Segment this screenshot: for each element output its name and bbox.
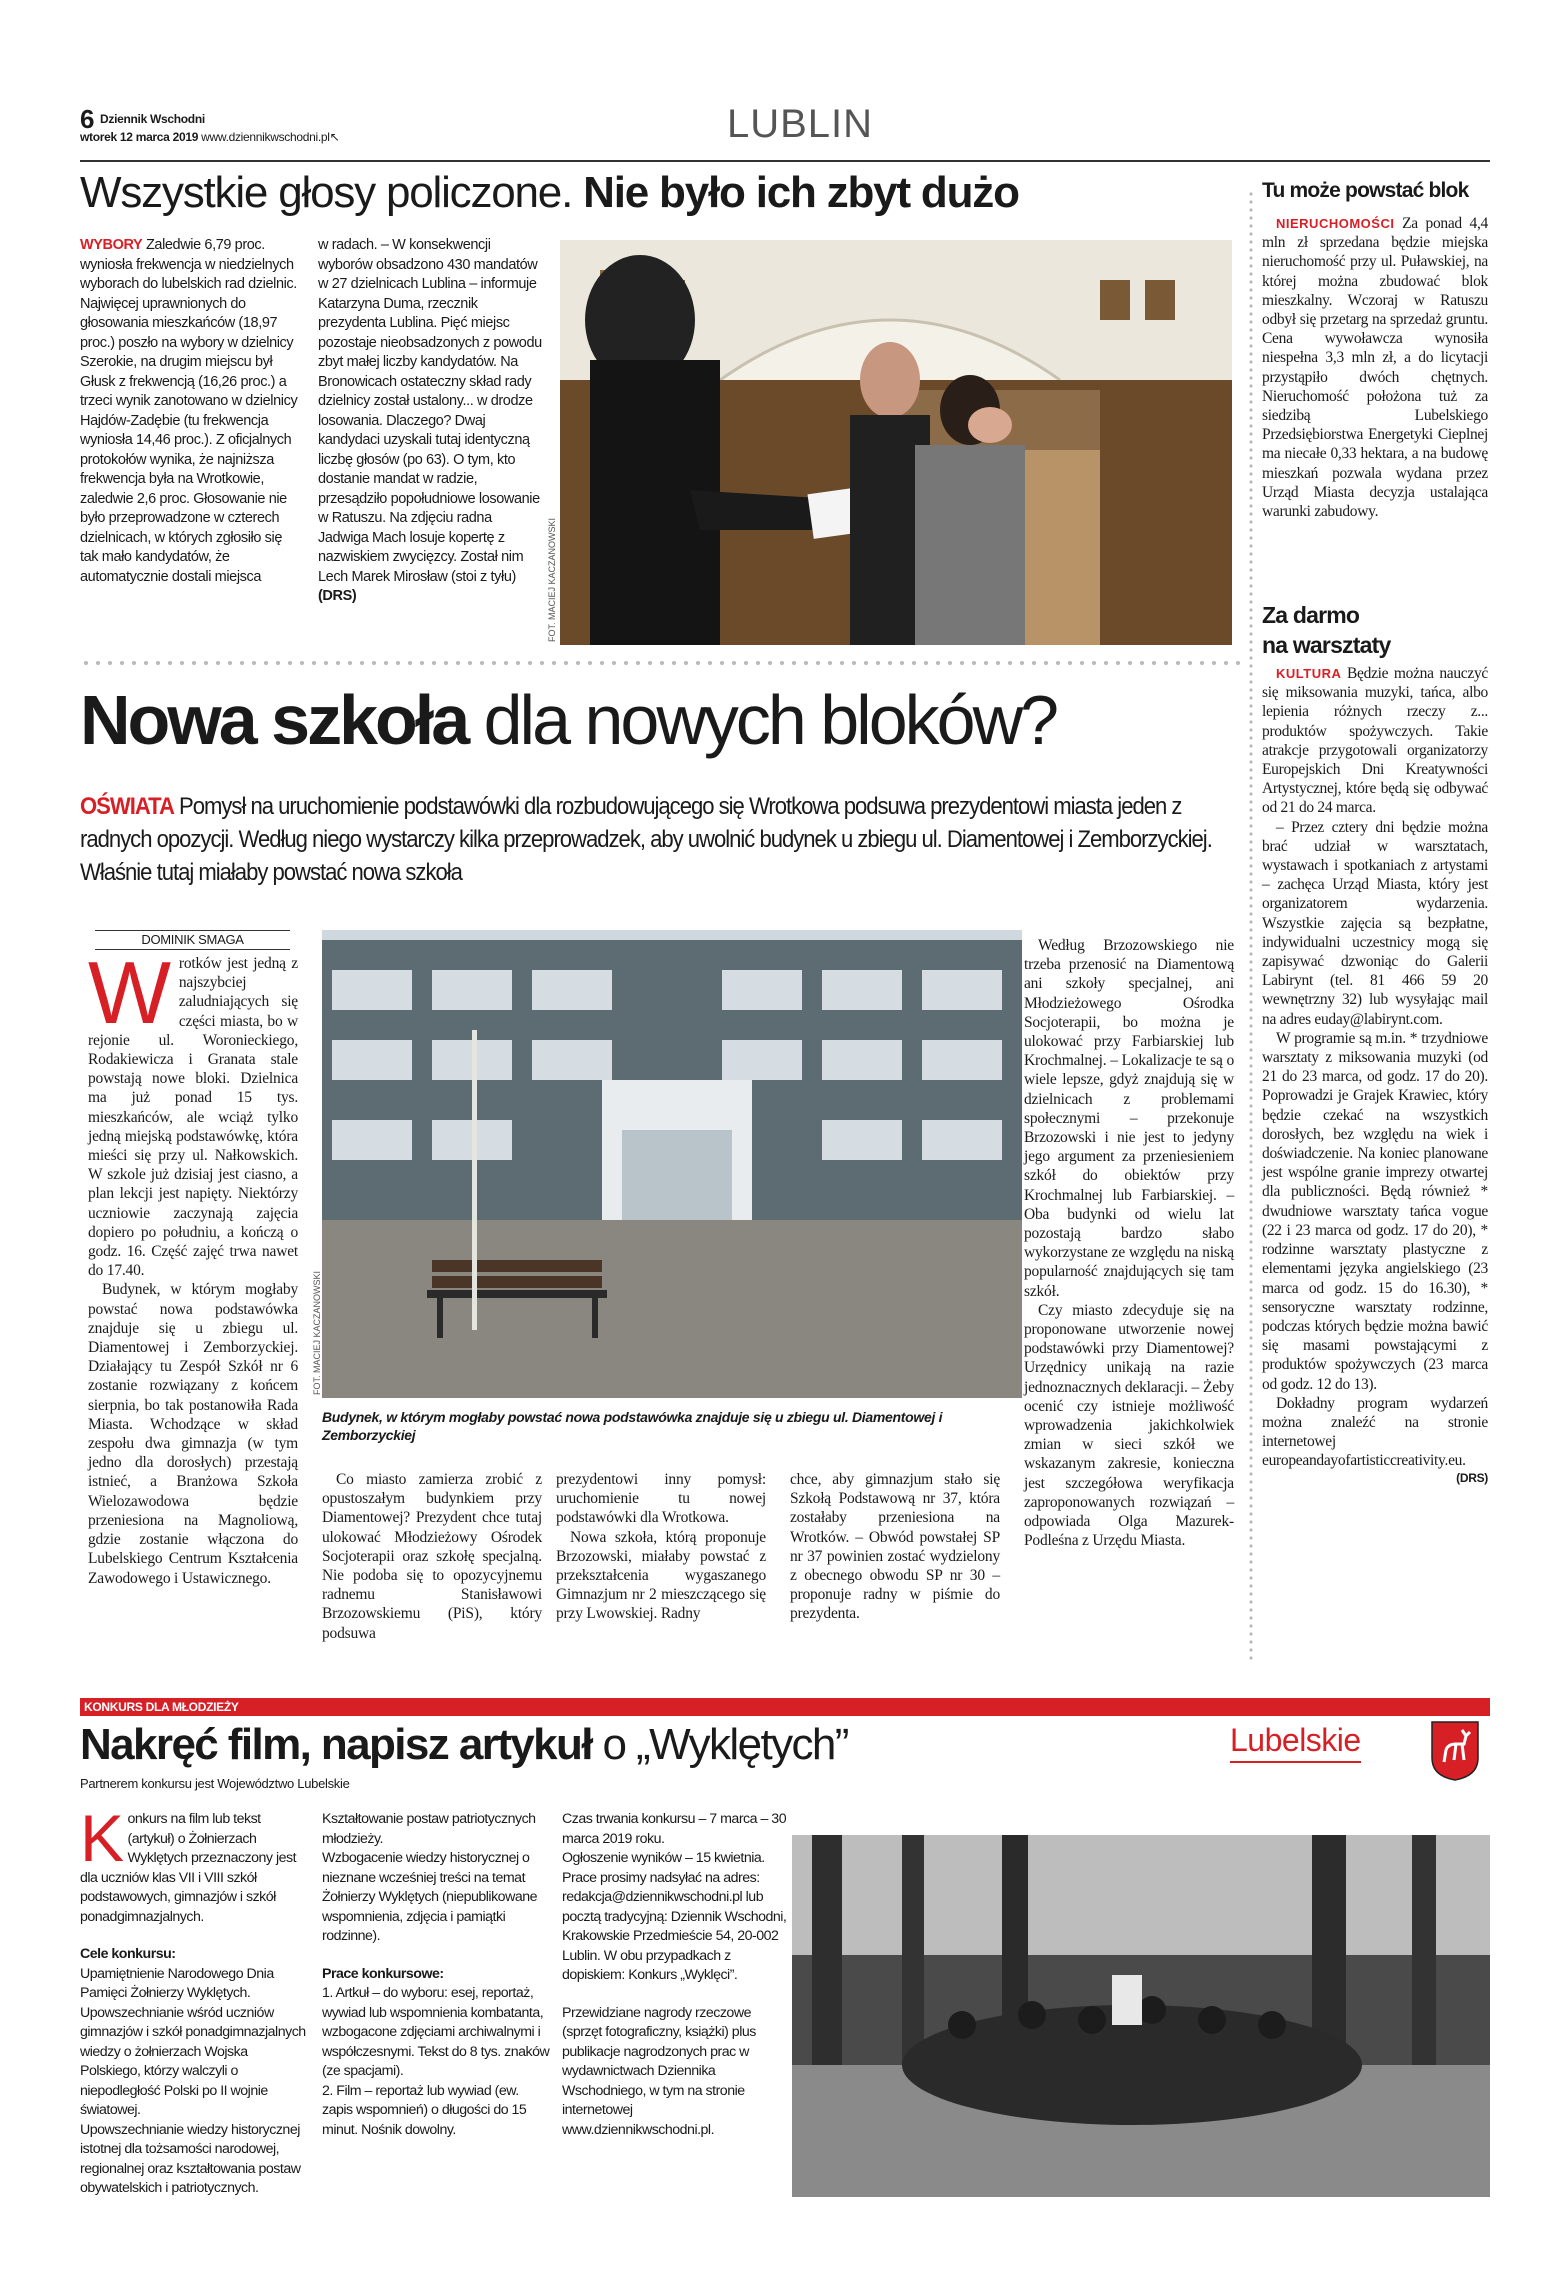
photo-caption: Budynek, w którym mogłaby powstać nowa podstawówka znajduje się u zbiegu ul. Diamentowej i Zemborzyckiej bbox=[322, 1409, 943, 1443]
signature: (DRS) bbox=[318, 588, 357, 604]
school-col-4: chce, aby gimnazjum stało się Szkołą Podstawową nr 37, która zostałaby przeniesiona na Wrotków. – Obwód powstałej SP nr 37 powinien zostać wydzielony z obecnego obwodu SP nr 30 – proponuje radny w piśmie do prezydenta. bbox=[790, 1471, 1000, 1623]
byline: DOMINIK SMAGA bbox=[95, 930, 290, 950]
contest-col-1: Konkurs na film lub tekst (artykuł) o Żołnierzach Wyklętych przeznaczony jest dla uczniów klas VII i VIII szkół podstawowych, gimnazjów i szkół ponadgimnazjalnych. Cele konkursu: Upamiętnienie Narodowego Dnia Pamięci Żołnierzy Wyklętych. Upowszechnianie wśród uczniów gimnazjów i szkół ponadgimnazjalnych wiedzy o żołnierzach Wojska Polskiego, którzy walczyli o niepodległość Polski po II wojnie światowej. Upowszechnianie wiedzy historycznej istotnej dla tożsamości narodowej, regionalnej oraz kształtowania postaw obywatelskich i patriotycznych. bbox=[80, 1801, 306, 2196]
contest-photo bbox=[792, 1835, 1490, 2197]
elections-headline: Wszystkie głosy policzone. Nie było ich zbyt dużo bbox=[80, 168, 1019, 217]
issue-date: wtorek 12 marca 2019 bbox=[80, 130, 199, 144]
sidebar-article-1: NIERUCHOMOŚCI Za ponad 4,4 mln zł sprzedana będzie miejska nieruchomość przy ul. Puławskiej, na której można zbudować blok mieszkalny. Wczoraj w Ratuszu odbył się przetarg na sprzedaż gruntu. Cena wywoławcza wynosiła niespełna 3,3 mln zł, a do licytacji przystąpiło dwóch chętnych. Nieruchomość położona tuż za siedzibą Lubelskiego Przedsiębiorstwa Energetyki Cieplnej ma niecałe 0,33 hektara, a na budowę mieszkań pozwala wydana przez Urząd Miasta decyzja ustalająca warunki zabudowy. bbox=[1262, 215, 1488, 521]
page-number: 6 bbox=[80, 104, 95, 134]
dotted-column-divider bbox=[1248, 190, 1254, 1660]
contest-col-3: Czas trwania konkursu – 7 marca – 30 marca 2019 roku. Ogłoszenie wyników – 15 kwietnia. Prace prosimy nadsyłać na adres: redakcja@dziennikwschodni.pl lub pocztą tradycyjną: Dziennik Wschodni, Krakowskie Przedmieście 54, 20-002 Lublin. W obu przypadkach z dopiskiem: Konkurs „Wyklęci”. Przewidziane nagrody rzeczowe (sprzęt fotograficzny, książki) plus publikacje nagrodzonych prac w wydawnictwach Dziennika Wschodniego, w tym na stronie internetowej www.dziennikwschodni.pl. bbox=[562, 1811, 787, 2138]
photo-credit: FOT. MACIEJ KACZANOWSKI bbox=[547, 517, 557, 642]
elections-kicker: WYBORY bbox=[80, 237, 143, 253]
sidebar-headline-2: Za darmo na warsztaty bbox=[1262, 602, 1391, 658]
school-kicker: OŚWIATA bbox=[80, 793, 174, 820]
soldiers-archive-image bbox=[792, 1835, 1490, 2197]
drop-cap: W bbox=[88, 943, 171, 1042]
contest-banner: KONKURS DLA MŁODZIEŻY bbox=[80, 1698, 1490, 1716]
sidebar-article-2: KULTURA Będzie można nauczyć się miksowania muzyki, tańca, albo lepienia różnych rzeczy z... produktów spożywczych. Takie atrakcje przygotowali organizatorzy Europejskich Dni Kreatywności Artystycznej, które będą się odbywać od 21 do 24 marca. – Przez cztery dni będzie można brać udział w warsztatach, wystawach i spotkaniach z artystami – zachęca Urząd Miasta, który jest organizatorem wydarzenia. Wszystkie zajęcia są bezpłatne, indywidualni uczestnicy mogą się zapisywać dzwoniąc do Galerii Labirynt (tel. 81 466 59 20 wewnętrzny 32) lub wysyłając mail na adres euday@labirynt.com. W programie są m.in. * trzydniowe warsztaty z miksowania muzyki (od 21 do 23 marca, od godz. 17 do 20). Poprowadzi je Grajek Krawiec, który będzie czekać na wszystkich dorosłych, bez względu na wiek i doświadczenie. Na koniec planowane jest wspólne granie imprezy otwartej dla publiczności. Będą również * dwudniowe warsztaty tańca vogue (22 i 23 marca od godz. 17 do 20), * rodzinne warsztaty plastyczne z elementami języka angielskiego (23 marca od godz. 15 do 16.30), * sensoryczne warsztaty rodzinne, podczas których będzie można bawić się masami powstającymi z produktów spożywczych (23 marca od godz. 12 do 13). Dokładny program wydarzeń można znaleźć na stronie internetowej europeandayofartisticcreativity.eu. (DRS) bbox=[1262, 665, 1488, 1485]
school-headline: Nowa szkoła dla nowych bloków? bbox=[80, 681, 1057, 759]
website-link[interactable]: www.dziennikwschodni.pl bbox=[201, 130, 330, 144]
school-col-5: Według Brzozowskiego nie trzeba przenosić na Diamentową ani szkoły specjalnej, ani Młodzieżowego Ośrodka Socjoterapii, bo można je ulokować przy Farbiarskiej lub Krochmalnej. – Lokalizacje te są o wiele lepsze, gdyż znajdują się w dzielnicach z problemami społecznymi – przekonuje Brzozowski i nie jest to jedyny jego argument za przeniesieniem szkół do obiektów przy Krochmalnej lub Farbiarskiej. – Oba budynki od wielu lat pozostają bardzo słabo wykorzystane ze względu na niską popularność znajdujących się tam szkół. Czy miasto zdecyduje się na proponowane utworzenie nowej podstawówki przy Diamentowej? Urzędnicy unikają na razie jednoznacznych deklaracji. – Żeby ocenić czy istnieje możliwość wprowadzenia jakichkolwiek zmian w sieci szkół we wskazanym zakresie, konieczna jest szczegółowa weryfikacja zaproponowanych rozwiązań – odpowiada Olga Mazurek-Podleśna z Urzędu Miasta. bbox=[1024, 937, 1234, 1550]
paper-name: Dziennik Wschodni bbox=[100, 112, 205, 126]
lottery-scene-image bbox=[560, 240, 1232, 645]
school-col-2: Co miasto zamierza zrobić z opustoszałym budynkiem przy Diamentowej? Prezydent chce tutaj ulokować Młodzieżowy Ośrodek Socjoterapii oraz szkołę specjalną. Nie podoba się to opozycyjnemu radnemu Stanisławowi Brzozowskiemu (PiS), który podsuwa bbox=[322, 1471, 542, 1642]
sidebar-headline-1: Tu może powstać blok bbox=[1262, 179, 1469, 202]
lubelskie-coat-of-arms-icon bbox=[1430, 1720, 1480, 1782]
dotted-divider bbox=[80, 660, 1240, 666]
dateline bbox=[80, 130, 339, 144]
elections-col-1: WYBORY Zaledwie 6,79 proc. wyniosła frekwencja w niedzielnych wyborach do lubelskich rad dzielnic. Najwięcej uprawnionych do głosowania mieszkańców (18,97 proc.) poszło na wybory w dzielnicy Szerokie, na drugim miejscu był Głusk z frekwencją (16,26 proc.) a trzeci wynik zanotowano w dzielnicy Hajdów-Zadębie (tu frekwencja wyniosła 14,46 proc.). Z oficjalnych protokołów wynika, że najniższa frekwencja była na Wrotkowie, zaledwie 2,6 proc. Głosowanie nie było przeprowadzone w czterech dzielnicach, w których zgłosiło się tak mało kandydatów, że automatycznie dostali miejsca bbox=[80, 237, 298, 585]
cursor-icon: ↖ bbox=[329, 130, 340, 144]
sidebar-kicker-2: KULTURA bbox=[1276, 666, 1342, 681]
photo-credit-2: FOT. MACIEJ KACZANOWSKI bbox=[312, 1270, 322, 1395]
school-col-3: prezydentowi inny pomysł: uruchomienie tu nowej podstawówki dla Wrotkowa. Nowa szkoła, którą proponuje Brzozowski, miałaby powstać z przekształcenia wygaszanego Gimnazjum nr 2 mieszczącego się przy Lwowskiej. Radny bbox=[556, 1471, 766, 1623]
header-rule bbox=[80, 160, 1490, 162]
section-title: LUBLIN bbox=[726, 102, 874, 146]
contest-headline: Nakręć film, napisz artykuł o „Wyklętych” bbox=[80, 1720, 848, 1769]
school-photo bbox=[322, 930, 1022, 1398]
elections-photo bbox=[560, 240, 1232, 645]
elections-col-2: w radach. – W konsekwencji wyborów obsadzono 430 mandatów w 27 dzielnicach Lublina – informuje Katarzyna Duma, rzecznik prezydenta Lublina. Pięć miejsc pozostaje nieobsadzonych z powodu zbyt małej liczby kandydatów. Na Bronowicach ostateczny skład rady dzielnicy został ustalony... w drodze losowania. Dlaczego? Dwaj kandydaci uzyskali tutaj identyczną liczbę głosów (po 63). O tym, kto dostanie mandat w radzie, przesądziło popołudniowe losowanie w Ratuszu. Na zdjęciu radna Jadwiga Mach losuje kopertę z nazwiskiem zwycięzcy. Został nim Lech Marek Mirosław (stoi z tyłu) (DRS) bbox=[318, 237, 542, 604]
school-lead: OŚWIATA Pomysł na uruchomienie podstawówki dla rozbudowującego się Wrotkowa podsuwa prezydentowi miasta jeden z radnych opozycji. Według niego wystarczy kilka przeprowadzek, aby uwolnić budynek u zbiegu ul. Diamentowej i Zemborzyckiej. Właśnie tutaj miałaby powstać nowa szkoła bbox=[80, 793, 1212, 886]
contest-submit-info: Prace prosimy nadsyłać na adres: redakcja@dziennikwschodni.pl lub pocztą tradycyjną: Dziennik Wschodni, Krakowskie Przedmieście 54, 20-002 Lublin. W obu przypadkach z dopiskiem: Konkurs „Wyklęci”. bbox=[562, 1869, 787, 1983]
contest-col-2: Kształtowanie postaw patriotycznych młodzieży. Wzbogacenie wiedzy historycznej o nieznane wcześniej treści na temat Żołnierzy Wyklętych (niepublikowane wspomnienia, zdjęcia i pamiątki rodzinne). Prace konkursowe: 1. Artkuł – do wyboru: esej, reportaż, wywiad lub wspomnienia kombatanta, wzbogacone zdjęciami archiwalnymi i współczesnymi. Tekst do 8 tys. znaków (ze spacjami). 2. Film – reportaż lub wywiad (ew. zapis wspomnień) o długości do 15 minut. Nośnik dowolny. bbox=[322, 1811, 550, 2138]
sidebar-kicker-1: NIERUCHOMOŚCI bbox=[1276, 216, 1395, 231]
school-building-image bbox=[322, 930, 1022, 1398]
contest-partner: Partnerem konkursu jest Województwo Lubelskie bbox=[80, 1776, 350, 1791]
lubelskie-logo-text: Lubelskie bbox=[1230, 1722, 1361, 1763]
school-col-1: Wrotków jest jedną z najszybciej zaludniających się części miasta, bo w rejonie ul. Woronieckiego, Rodakiewicza i Granata stale powstają nowe bloki. Dzielnica ma już ponad 15 tys. mieszkańców, ale wciąż tylko jedną miejską podstawówkę, która mieści się przy ul. Nałkowskich. W szkole już dzisiaj jest ciasno, a plan lekcji jest napięty. Niektórzy uczniowie zaczynają zajęcia dopiero po południu, a kończą o godz. 16. Część zajęć trwa nawet do 17.40. Budynek, w którym mogłaby powstać nowa podstawówka znajduje się u zbiegu ul. Diamentowej i Zemborzyckiej. Działający tu Zespół Szkół nr 6 zostanie rozwiązany z końcem sierpnia, bo tak postanowiła Rada Miasta. Wchodzące w skład zespołu dwa gimnazja (w tym jedno dla dorosłych) przestają istnieć, a Branżowa Szkoła Wielozawodowa będzie przeniesiona na Magnoliową, gdzie zostanie włączona do Lubelskiego Centrum Kształcenia Zawodowego i Ustawicznego. bbox=[88, 943, 298, 1587]
drop-cap-k: K bbox=[80, 1801, 124, 1875]
